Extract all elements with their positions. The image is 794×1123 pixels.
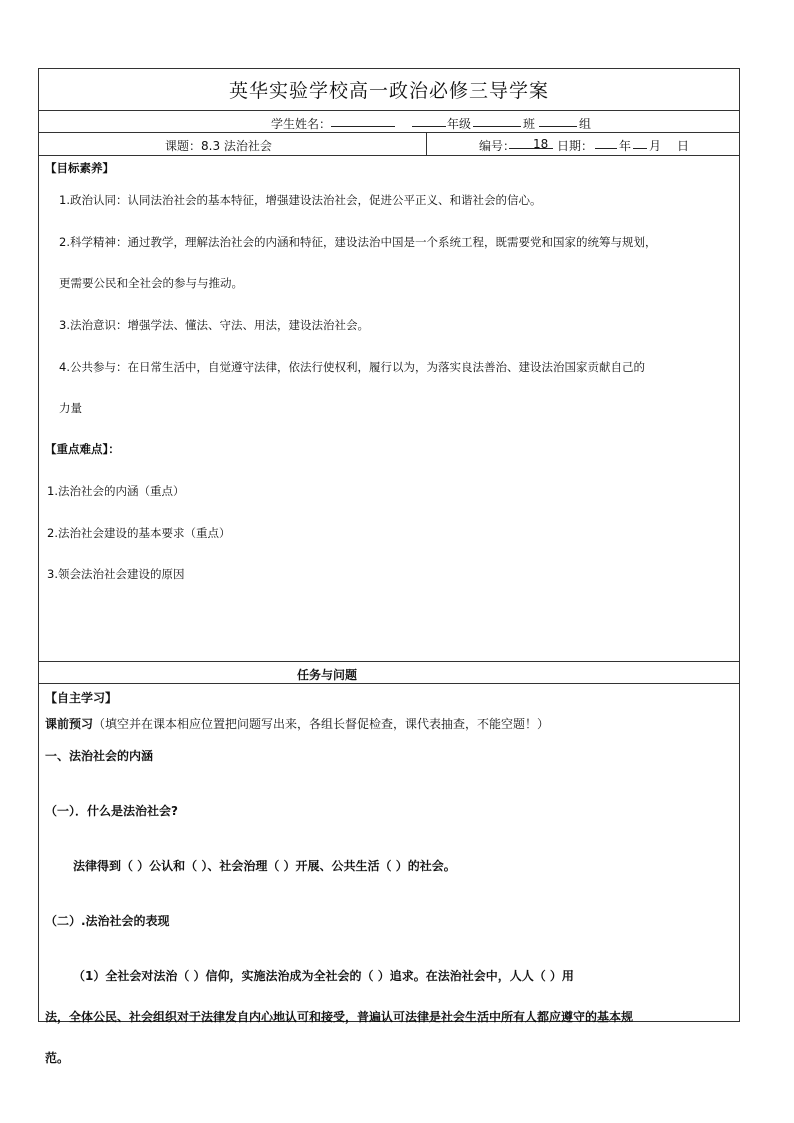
section-heading: 一、法治社会的内涵 xyxy=(45,749,154,763)
key-point-item: 2.法治社会建设的基本要求（重点） xyxy=(47,526,231,540)
student-name-label: 学生姓名： xyxy=(271,117,332,131)
paragraph-line: 范。 xyxy=(45,1051,70,1065)
month-blank xyxy=(633,137,647,152)
goals-section xyxy=(39,156,739,662)
topic-label: 课题：8.3 法治社会 xyxy=(165,139,272,153)
key-point-item: 1.法治社会的内涵（重点） xyxy=(47,484,185,498)
goal-item: 更需要公民和全社会的参与与推动。 xyxy=(59,276,243,290)
number-label: 编号： xyxy=(479,139,516,153)
date-label: 日期： xyxy=(557,139,594,153)
goal-item: 力量 xyxy=(59,401,82,415)
fill-in-blank: （1）全社会对法治（ ）信仰，实施法治成为全社会的（ ）追求。在法治社会中，人人（ ）用 xyxy=(73,969,574,983)
day-label: 日 xyxy=(677,139,690,153)
worksheet-table xyxy=(38,68,740,1065)
class-label: 班 xyxy=(523,117,536,131)
group-label: 组 xyxy=(579,117,592,131)
topic-row xyxy=(39,133,739,156)
goal-item: 2.科学精神：通过教学，理解法治社会的内涵和特征，建设法治中国是一个系统工程，既需要党和国家的统筹与规划， xyxy=(59,235,657,249)
tasks-heading: 任务与问题 xyxy=(297,668,358,682)
goal-item: 4.公共参与：在日常生活中，自觉遵守法律，依法行使权利，履行以为，为落实良法善治、建设法治国家贡献自己的 xyxy=(59,360,645,374)
goals-heading: 【目标素养】 xyxy=(45,161,114,175)
question-heading: （一）．什么是法治社会? xyxy=(45,804,178,818)
year-blank xyxy=(595,137,617,152)
number-value: 18 xyxy=(533,137,549,151)
goal-item: 3.法治意识：增强学法、懂法、守法、用法，建设法治社会。 xyxy=(59,318,369,332)
tasks-heading-row xyxy=(39,662,739,684)
document-title: 英华实验学校高一政治必修三导学案 xyxy=(228,80,549,102)
class-blank xyxy=(473,115,521,130)
group-blank xyxy=(539,115,577,130)
question-heading: （二）.法治社会的表现 xyxy=(45,914,170,928)
student-name-blank xyxy=(331,115,395,130)
year-label: 年 xyxy=(619,139,632,153)
grade-label: 年级 xyxy=(447,117,472,131)
preview-line xyxy=(45,715,549,732)
fill-in-blank: 法律得到（ ）公认和（ ）、社会治理（ ）开展、公共生活（ ）的社会。 xyxy=(73,859,456,873)
preview-text: （填空并在课本相应位置把问题写出来，各组长督促检查，课代表抽查，不能空题！） xyxy=(93,717,550,731)
paragraph-line: 法，全体公民、社会组织对于法律发自内心地认可和接受，普遍认可法律是社会生活中所有人都应遵守的基本规 xyxy=(45,1010,634,1024)
goal-item: 1.政治认同：认同法治社会的基本特征，增强建设法治社会，促进公平正义、和谐社会的信心。 xyxy=(59,193,542,207)
month-label: 月 xyxy=(649,139,662,153)
preview-label: 课前预习 xyxy=(45,717,94,731)
key-points-heading: 【重点难点】： xyxy=(45,442,120,456)
self-study-heading: 【自主学习】 xyxy=(45,691,118,705)
student-info-row xyxy=(39,111,739,133)
document-title-row xyxy=(39,69,739,111)
tasks-section xyxy=(39,684,739,1065)
grade-blank xyxy=(412,115,446,130)
key-point-item: 3.领会法治社会建设的原因 xyxy=(47,567,185,581)
